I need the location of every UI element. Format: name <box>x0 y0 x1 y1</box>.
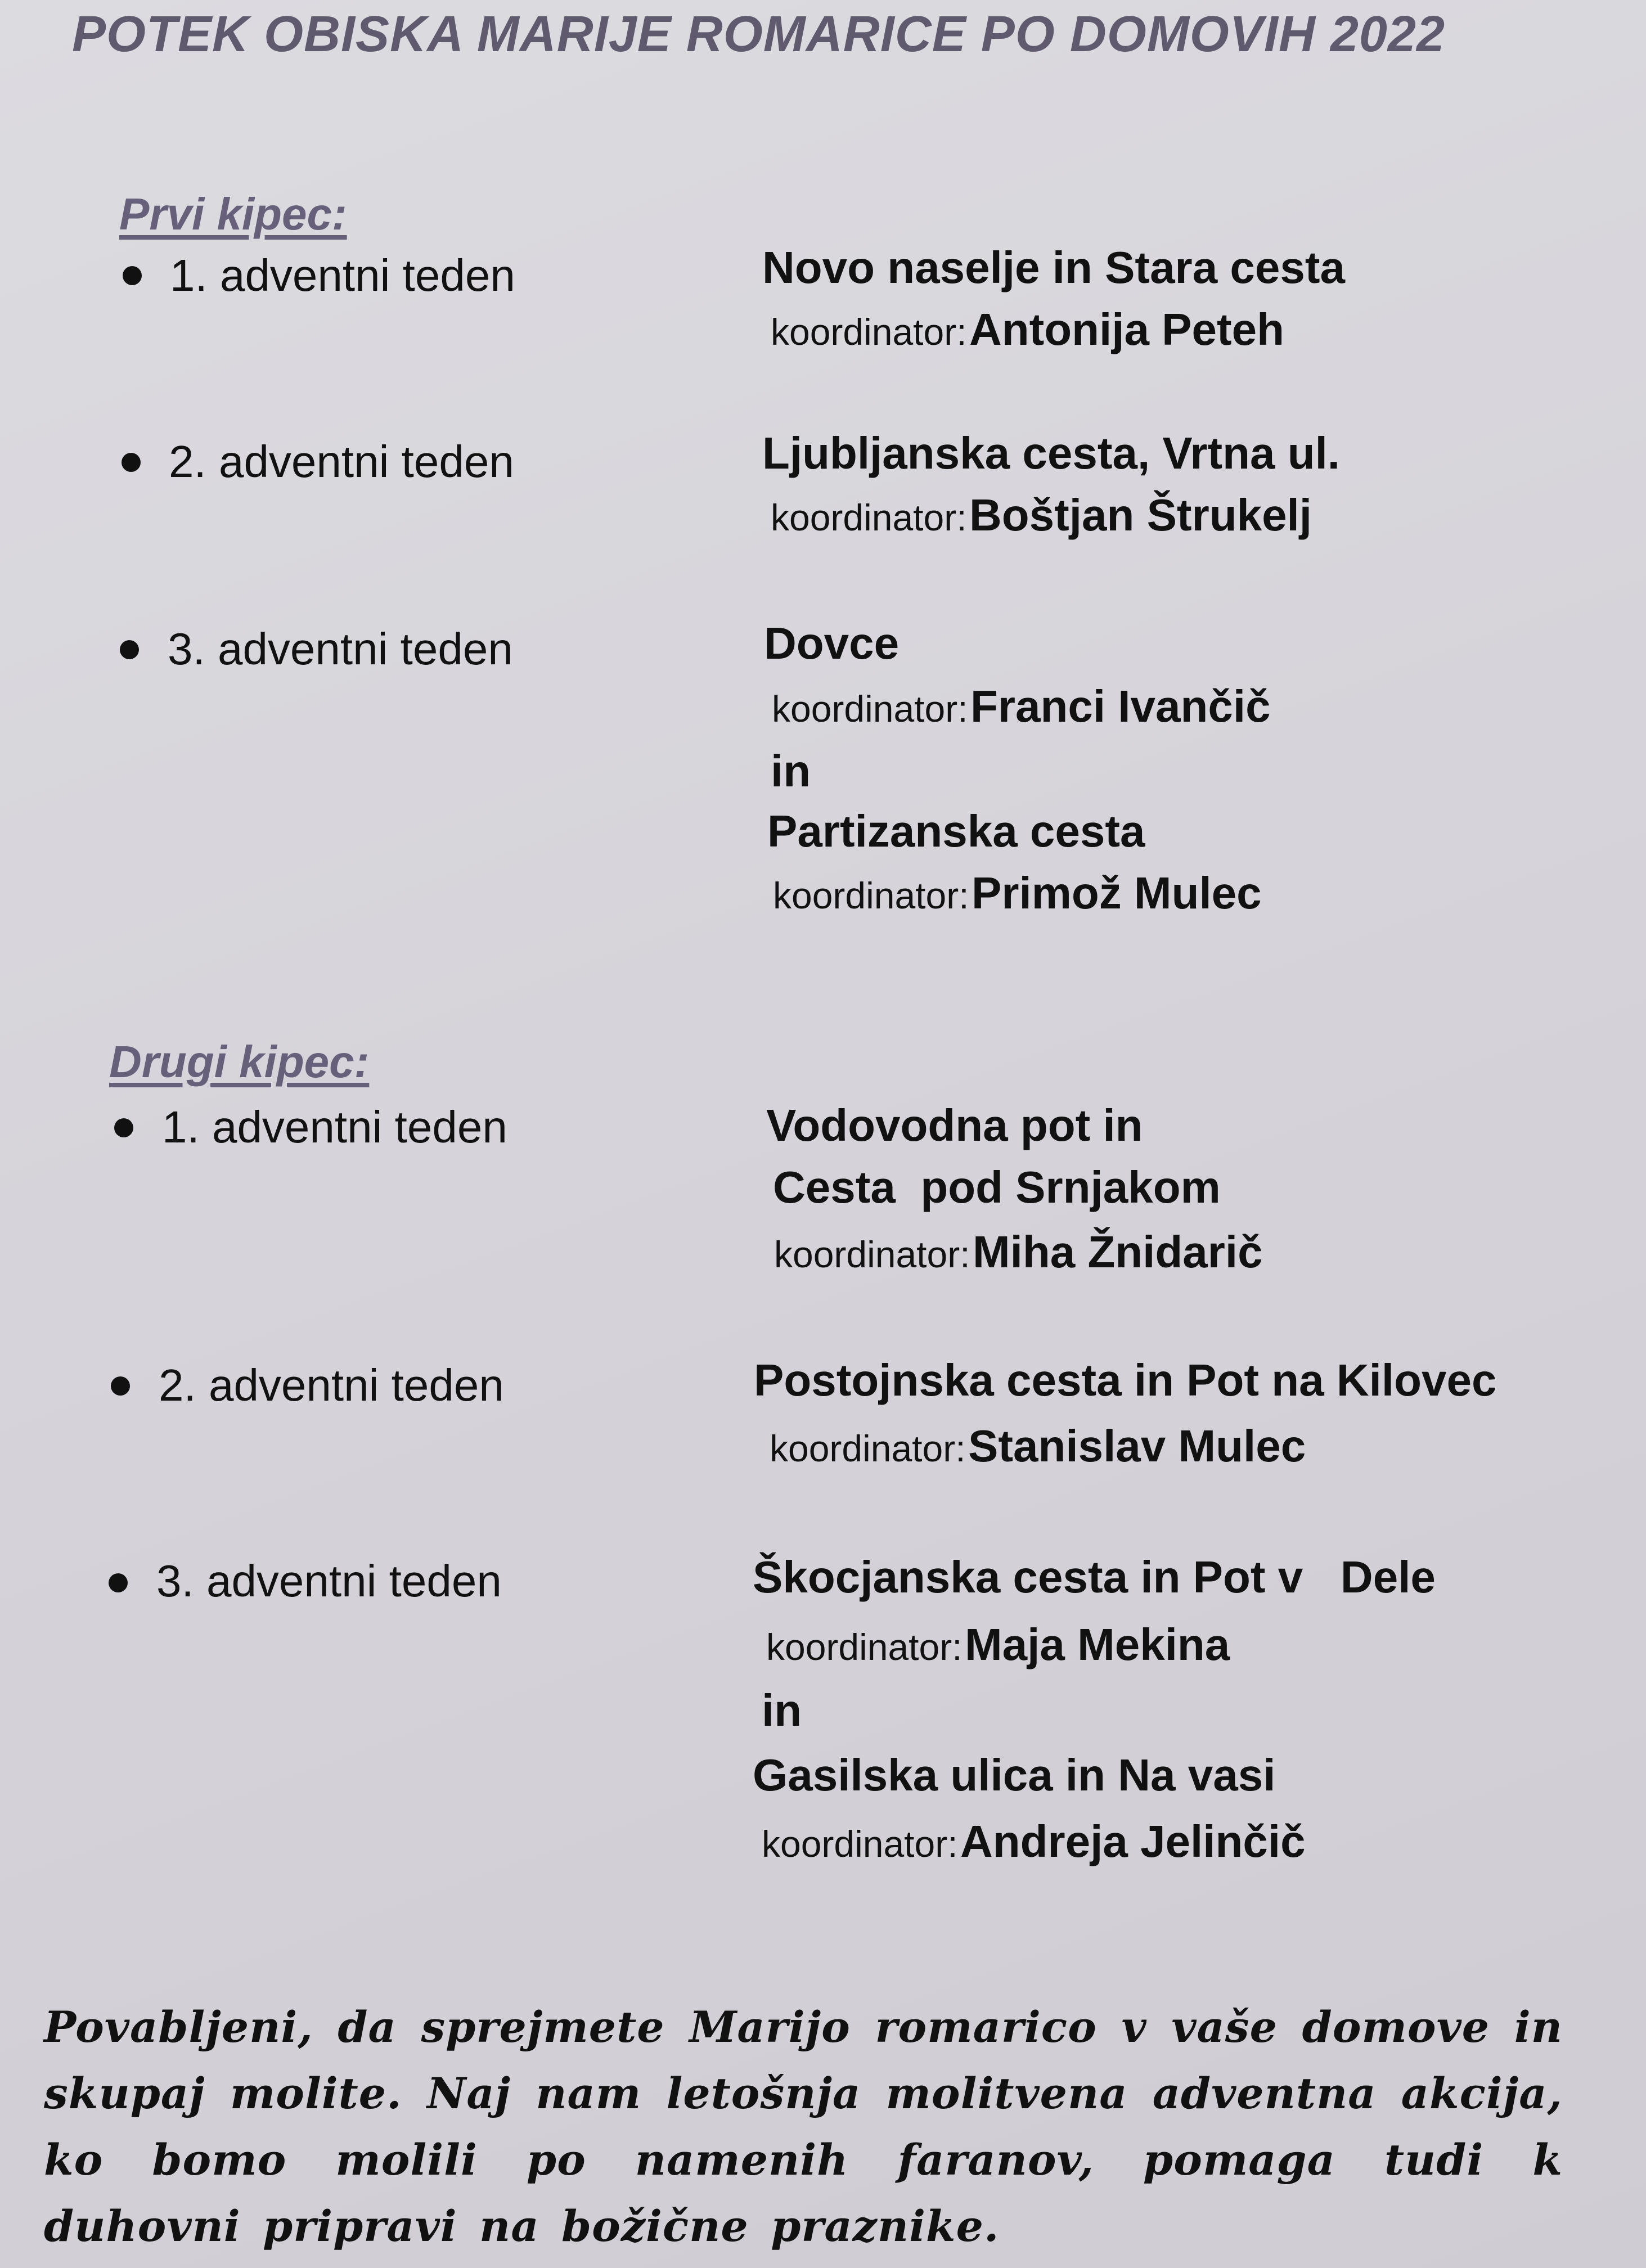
bullet-icon <box>109 1573 128 1592</box>
coordinator-line <box>762 1816 1306 1868</box>
coordinator-line <box>771 489 1312 541</box>
page-title: POTEK OBISKA MARIJE ROMARICE PO DOMOVIH 2022 <box>72 6 1446 62</box>
week-label: 3. adventni teden <box>156 1556 502 1606</box>
coordinator-name: Maja Mekina <box>964 1619 1230 1670</box>
street-line: Vodovodna pot in <box>766 1100 1143 1150</box>
week-label: 1. adventni teden <box>170 250 515 300</box>
week-label: 3. adventni teden <box>168 624 513 674</box>
street-line: Gasilska ulica in Na vasi <box>753 1750 1276 1800</box>
coordinator-line <box>772 681 1271 732</box>
street-line: Novo naselje in Stara cesta <box>762 242 1346 292</box>
coordinator-name: Antonija Peteh <box>969 304 1285 354</box>
coordinator-name: Andreja Jelinčič <box>960 1816 1306 1866</box>
coordinator-name: Boštjan Štrukelj <box>969 490 1312 540</box>
coordinator-label: koordinator: <box>772 688 968 730</box>
bullet-icon <box>114 1118 133 1137</box>
coordinator-label: koordinator: <box>771 497 967 538</box>
street-line: Škocjanska cesta in Pot v Dele <box>753 1552 1436 1602</box>
coordinator-name: Primož Mulec <box>971 868 1262 918</box>
street-line: Partizanska cesta <box>767 806 1145 856</box>
closing-invitation-paragraph: Povabljeni, da sprejmete Marijo romarico v vaše domove in skupaj molite. Naj nam letošnja molitvena adventna akcija, ko bomo molili po namenih faranov, pomaga tudi k duhovni pripravi na božične praznike. <box>44 2002 1563 2251</box>
street-line: Dovce <box>764 618 900 668</box>
coordinator-line <box>766 1619 1230 1671</box>
coordinator-label: koordinator: <box>762 1823 958 1865</box>
coordinator-line <box>770 1420 1306 1472</box>
street-line: Postojnska cesta in Pot na Kilovec <box>754 1355 1497 1405</box>
week-label: 2. adventni teden <box>169 436 514 487</box>
section-heading-second-statue: Drugi kipec: <box>109 1037 370 1087</box>
street-line: Ljubljanska cesta, Vrtna ul. <box>762 428 1341 478</box>
week-label: 1. adventni teden <box>162 1102 507 1152</box>
coordinator-name: Franci Ivančič <box>970 681 1271 731</box>
coordinator-line <box>773 867 1262 919</box>
coordinator-line <box>774 1226 1263 1278</box>
coordinator-label: koordinator: <box>771 311 967 353</box>
bullet-icon <box>120 640 139 659</box>
connector-word: in <box>762 1685 802 1735</box>
bullet-icon <box>122 453 141 472</box>
coordinator-label: koordinator: <box>774 1234 970 1275</box>
coordinator-label: koordinator: <box>773 875 969 916</box>
street-line: Cesta pod Srnjakom <box>773 1162 1221 1212</box>
coordinator-name: Miha Žnidarič <box>972 1227 1263 1277</box>
bullet-icon <box>123 266 142 285</box>
coordinator-label: koordinator: <box>770 1428 966 1469</box>
coordinator-name: Stanislav Mulec <box>968 1421 1306 1471</box>
bullet-icon <box>111 1376 130 1396</box>
connector-word: in <box>771 746 811 796</box>
coordinator-label: koordinator: <box>766 1626 963 1668</box>
section-heading-first-statue: Prvi kipec: <box>119 189 347 239</box>
week-label: 2. adventni teden <box>159 1360 504 1410</box>
coordinator-line <box>771 304 1284 356</box>
